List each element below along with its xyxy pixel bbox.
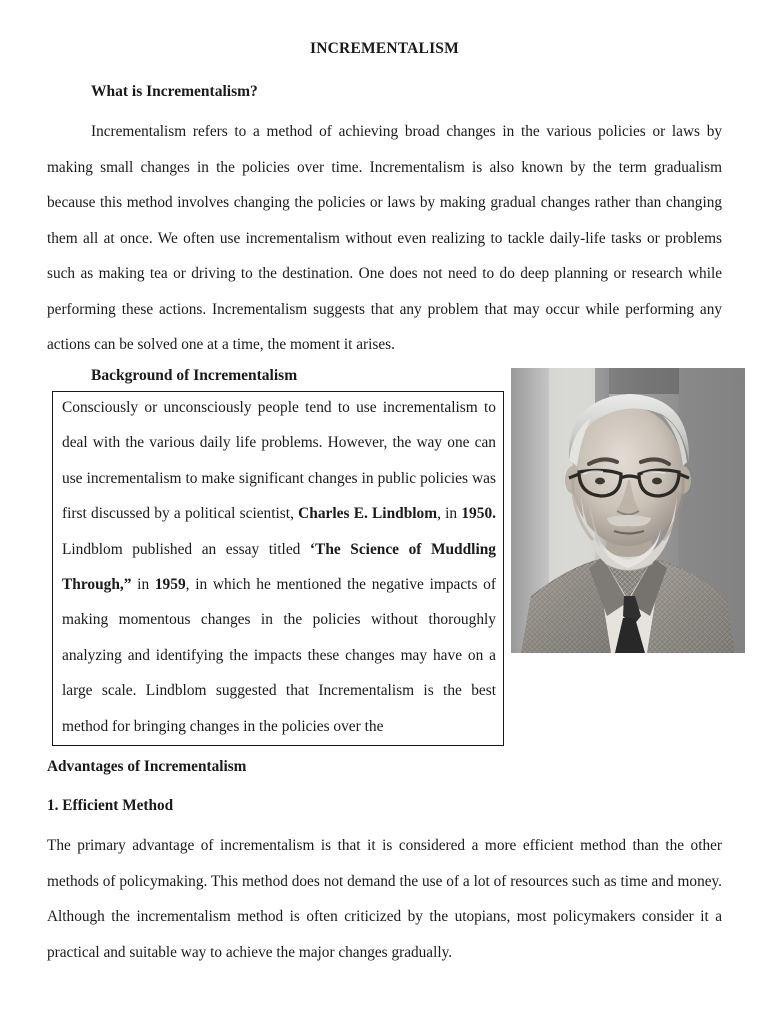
paragraph-efficient-method: The primary advantage of incrementalism is that it is considered a more efficient method than the other methods of policymaking. This method does not demand the use of a lot of resources such as time and money. Although the incrementalism method is often criticized by the utopians, most policymakers consider it a practical and suitable way to achieve the major changes gradually. bbox=[47, 837, 722, 961]
box-text-emphasis: Charles E. Lindblom bbox=[298, 505, 438, 523]
paragraph-intro: Incrementalism refers to a method of achieving broad changes in the various policies or laws by making small changes in the policies over time. Incrementalism is also known by the term gradualism because this method involves changing the policies or laws by making gradual changes rather than changing them all at once. We often use incrementalism without even realizing to tackle daily-life tasks or problems such as making tea or driving to the destination. One does not need to do deep planning or research while performing these actions. Incrementalism suggests that any problem that may occur while performing any actions can be solved one at a time, the moment it arises. bbox=[47, 123, 722, 353]
box-text-emphasis: 1959 bbox=[154, 576, 186, 594]
background-box-text bbox=[62, 391, 496, 744]
box-text-run: , in which he mentioned the negative impacts of making momentous changes in the policies without thoroughly analyzing and identifying the impacts these changes may have on a large scale. Lindblom suggested that Incrementalism is the best method for bringing changes in the policies over the bbox=[62, 576, 496, 735]
box-text-run: , in bbox=[437, 505, 462, 523]
box-text-run: Consciously or unconsciously people tend to use incrementalism to deal with the various daily life problems. However, the way one can use incrementalism to make significant changes in public policies was first discussed by a political scientist, bbox=[62, 399, 496, 523]
heading-advantages-of-incrementalism: Advantages of Incrementalism bbox=[47, 758, 247, 775]
background-text-box bbox=[52, 391, 504, 746]
box-text-run: Lindblom published an essay titled bbox=[62, 540, 310, 558]
box-text-run: in bbox=[131, 576, 155, 594]
box-text-emphasis: ‘The Science of Muddling Through,” bbox=[62, 540, 496, 594]
heading-what-is-incrementalism: What is Incrementalism? bbox=[91, 83, 258, 100]
page-title: INCREMENTALISM bbox=[310, 40, 459, 57]
box-text-emphasis: 1950. bbox=[461, 505, 496, 523]
heading-efficient-method: 1. Efficient Method bbox=[47, 797, 174, 814]
portrait-photo-charles-lindblom bbox=[511, 368, 745, 653]
heading-background-of-incrementalism: Background of Incrementalism bbox=[91, 367, 298, 384]
